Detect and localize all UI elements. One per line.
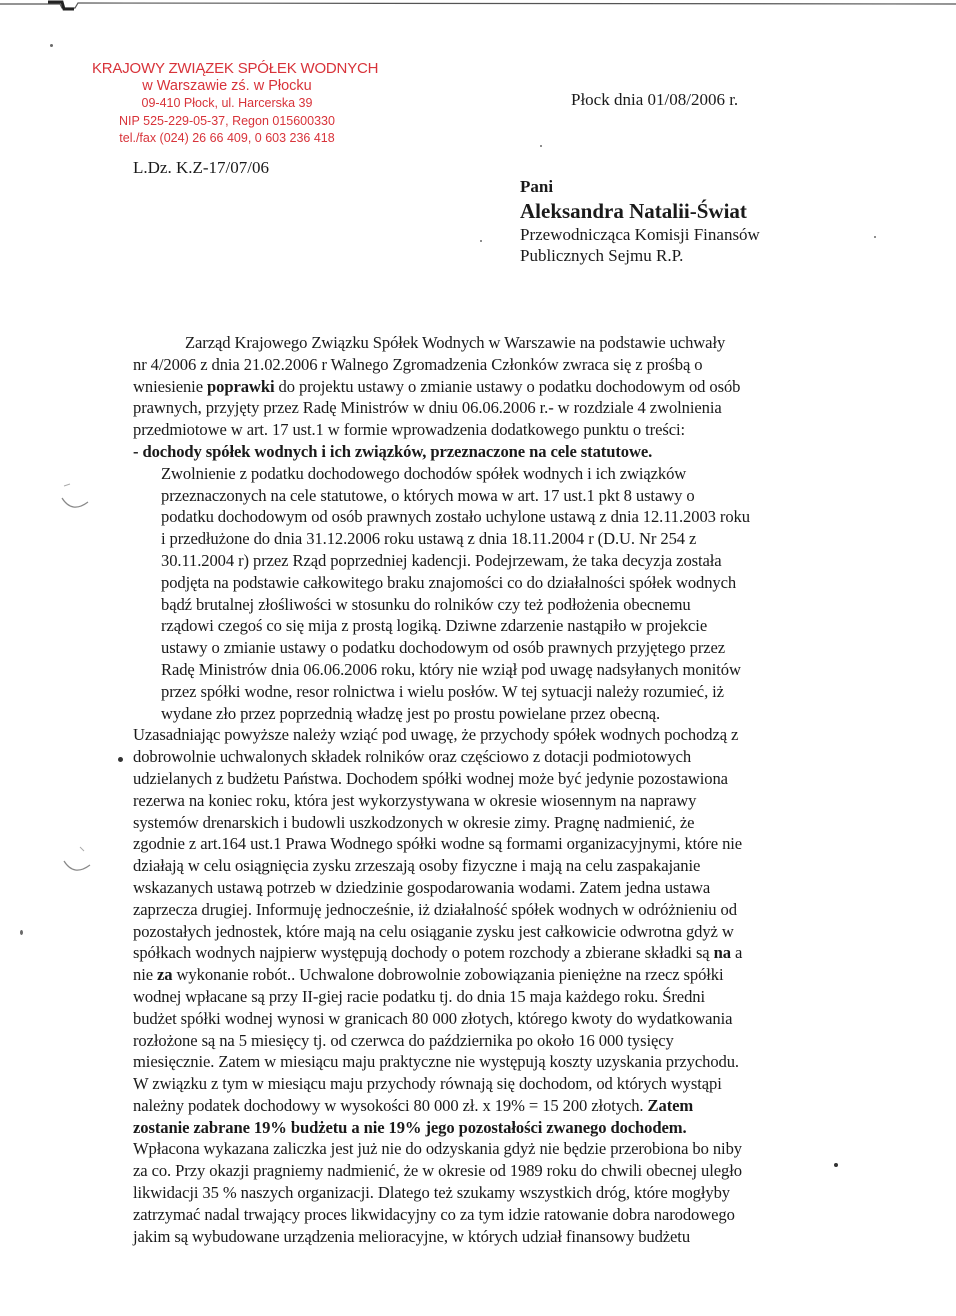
body-text: zgodnie z art.164 ust.1 Prawa Wodnego spółki wodne są formami organizacyjnymi, które nie: [133, 834, 743, 854]
recipient-salutation: Pani: [520, 177, 554, 196]
scan-speck: [874, 236, 876, 238]
body-line: [133, 746, 845, 768]
letterhead-stamp: [92, 60, 379, 148]
body-text: miesięcznie. Zatem w miesiącu maju praktyczne nie występują koszty uzyskania przychodu.: [133, 1052, 739, 1072]
body-line: [133, 528, 845, 550]
body-line: [133, 921, 845, 943]
body-line: [133, 855, 845, 877]
organization-tax-ids: NIP 525-229-05-37, Regon 015600330: [119, 113, 335, 128]
body-text-bold: Zatem: [647, 1095, 694, 1115]
body-text: za co. Przy okazji pragniemy nadmienić, że w okresie od 1989 roku do chwili obecnej uległo: [133, 1161, 742, 1181]
body-text: udzielanych z budżetu Państwa. Dochodem spółki wodnej może być jedynie pozostawiona: [133, 768, 728, 788]
body-line: [133, 506, 845, 528]
body-text: podjęta na podstawie całkowitego braku znajomości co do działalności spółek wodnych: [161, 572, 737, 592]
punch-hole-mark-upper: [58, 480, 98, 520]
body-text: rozłożone są na 5 miesięcy tj. od czerwca do października po około 16 000 tysięcy: [133, 1030, 674, 1050]
body-line: [133, 1204, 845, 1226]
body-text: Zarząd Krajowego Związku Spółek Wodnych w Warszawie na podstawie uchwały: [185, 333, 726, 352]
organization-address: 09-410 Płock, ul. Harcerska 39: [141, 96, 313, 110]
body-text: i przedłużone do dnia 31.12.2006 roku ustawą z dnia 18.11.2004 r (D.U. Nr 254 z: [161, 529, 697, 549]
scan-top-edge: [0, 0, 956, 16]
body-line: [133, 1051, 845, 1073]
body-line: [133, 572, 845, 594]
body-text: działają w celu osiągnięcia zysku zrzeszają osoby fizyczne i mają na celu zaspakajanie: [133, 856, 701, 876]
body-line: [133, 419, 845, 441]
body-line: [133, 942, 845, 964]
body-line: [133, 441, 845, 463]
body-line: [133, 1160, 845, 1182]
letter-body: [133, 332, 845, 1247]
body-line: [133, 637, 845, 659]
body-text: jakim są wybudowane urządzenia melioracyjne, w których udział finansowy budżetu: [133, 1226, 691, 1246]
body-line: [133, 397, 845, 419]
body-text: bądź brutalnej złośliwości w stosunku do rolników czy też podłożenia obecnemu: [161, 594, 691, 614]
body-line: [133, 899, 845, 921]
body-text: wniesienie: [133, 376, 208, 396]
body-text: Uzasadniając powyższe należy wziąć pod uwagę, że przychody spółek wodnych pochodzą z: [133, 725, 739, 745]
body-text: spółkach wodnych najpierw występują dochody o potem rozchody a zbierane składki są: [133, 943, 714, 963]
body-text: zatrzymać nadal trwający proces likwidacyjny co za tym idzie ratowanie dobra narodowego: [133, 1204, 735, 1224]
body-text: podatku dochodowym od osób prawnych zostało uchylone ustawą z dnia 12.11.2003 roku: [161, 507, 750, 527]
scan-speck: [480, 240, 482, 242]
body-line: [133, 681, 845, 703]
body-text: Wpłacona wykazana zaliczka jest już nie do odzyskania gdyż nie będzie przerobiona bo niby: [133, 1139, 742, 1159]
scan-speck: [20, 930, 23, 935]
body-line: [133, 376, 845, 398]
body-text: zaprzecza drugiej. Informuję jednocześnie, iż działalność spółek wodnych w odróżnieniu od: [133, 899, 737, 919]
body-line: [133, 463, 845, 485]
body-text: Radę Ministrów dnia 06.06.2006 roku, który nie wziął pod uwagę nadsyłanych monitów: [161, 659, 741, 679]
body-line: [133, 877, 845, 899]
body-text: prawnych, przyjęty przez Radę Ministrów w dniu 06.06.2006 r.- w rozdziale 4 zwolnienia: [133, 398, 722, 418]
body-line: [133, 550, 845, 572]
organization-city: w Warszawie zś. w Płocku: [142, 77, 312, 94]
body-text: Zwolnienie z podatku dochodowego dochodów spółek wodnych i ich związków: [161, 463, 687, 483]
body-line: [133, 768, 845, 790]
body-text: przedmiotowe w art. 17 ust.1 w formie wprowadzenia dodatkowego punktu o treści:: [133, 420, 685, 440]
body-line: [133, 724, 845, 746]
body-text: przez spółki wodne, resor rolnictwa i wielu posłów. W tej sytuacji należy rozumieć, iż: [161, 681, 724, 701]
body-text: do projektu ustawy o zmianie ustawy o podatku dochodowym od osób: [274, 376, 741, 396]
body-text: nr 4/2006 z dnia 21.02.2006 r Walnego Zgromadzenia Członków zwraca się z prośbą o: [133, 354, 703, 374]
body-line: [133, 1095, 845, 1117]
body-line: [133, 1226, 845, 1248]
body-text: nie: [133, 965, 158, 985]
body-line: [133, 594, 845, 616]
body-line: [133, 703, 845, 725]
body-text-bold: na: [713, 943, 731, 963]
body-text-bold: poprawki: [207, 376, 275, 396]
organization-name: KRAJOWY ZWIĄZEK SPÓŁEK WODNYCH: [92, 60, 379, 77]
recipient-title-line-2: Publicznych Sejmu R.P.: [520, 246, 684, 265]
body-line: [133, 1138, 845, 1160]
reference-number: L.Dz. K.Z-17/07/06: [133, 158, 269, 177]
body-line: [133, 659, 845, 681]
punch-hole-mark-lower: [60, 845, 100, 885]
scan-speck: [118, 757, 123, 762]
body-text: dobrowolnie uchwalonych składek rolników oraz częściowo z dotacji podmiotowych: [133, 747, 692, 767]
body-text: systemów drenarskich i budowli uszkodzonych w okresie zimy. Pragnę nadmienić, że: [133, 812, 695, 832]
body-text-bold: - dochody spółek wodnych i ich związków, przeznaczone na cele statutowe.: [133, 441, 653, 461]
body-text: a: [730, 943, 743, 963]
body-text: W związku z tym w miesiącu maju przychody równają się dochodom, od których wystąpi: [133, 1074, 722, 1094]
body-line: [133, 615, 845, 637]
body-line: [133, 812, 845, 834]
body-text-bold: zostanie zabrane 19% budżetu a nie 19% jego pozostałości zwanego dochodem.: [133, 1117, 687, 1137]
body-line: [133, 1008, 845, 1030]
recipient-name: Aleksandra Natalii-Świat: [520, 199, 747, 223]
scan-speck: [834, 1163, 838, 1167]
recipient-block: [520, 176, 860, 266]
body-text: rezerwa na koniec roku, która jest wykorzystywana w okresie wiosennym na naprawy: [133, 790, 697, 810]
body-text: wskazanych ustawą potrzeb w dziedzinie gospodarowania wodami. Zatem jedna ustawa: [133, 877, 711, 897]
body-text: przeznaczonych na cele statutowe, o których mowa w art. 17 ust.1 pkt 8 ustawy o: [161, 485, 695, 505]
body-text: należny podatek dochodowy w wysokości 80 000 zł. x 19% = 15 200 złotych.: [133, 1095, 648, 1115]
body-text: budżet spółki wodnej wynosi w granicach 80 000 złotych, którego kwoty do wydatkowania: [133, 1008, 733, 1028]
body-text-bold: za: [157, 965, 173, 985]
place-and-date: Płock dnia 01/08/2006 r.: [571, 90, 739, 109]
scan-speck: [540, 145, 542, 147]
body-text: 30.11.2004 r) przez Rząd poprzedniej kadencji. Podejrzewam, że taka decyzja została: [161, 550, 722, 570]
scan-speck: [50, 44, 53, 47]
body-line: [133, 1182, 845, 1204]
body-text: wodnej wpłacane są przy II-giej racie podatku tj. do dnia 15 maja każdego roku. Średni: [133, 986, 705, 1006]
body-line: [133, 790, 845, 812]
body-line: [133, 1117, 845, 1139]
body-line: [133, 1073, 845, 1095]
body-line: [133, 1030, 845, 1052]
organization-phone: tel./fax (024) 26 66 409, 0 603 236 418: [119, 131, 335, 145]
body-line: [133, 986, 845, 1008]
body-text: rządowi czegoś co się mija z prostą logiką. Dziwne zdarzenie nastąpiło w projekcie: [161, 616, 708, 636]
recipient-title-line-1: Przewodnicząca Komisji Finansów: [520, 225, 760, 244]
body-line: [133, 332, 845, 354]
body-text: wydane zło przez poprzednią władzę jest po prostu powielane przez obecną.: [161, 703, 661, 723]
body-line: [133, 833, 845, 855]
body-text: wykonanie robót.. Uchwalone dobrowolnie zobowiązania pieniężne na rzecz spółki: [172, 965, 724, 985]
body-line: [133, 354, 845, 376]
body-line: [133, 964, 845, 986]
body-text: likwidacji 35 % naszych organizacji. Dlatego też szukamy wszystkich dróg, które mogłyby: [133, 1183, 730, 1203]
body-text: ustawy o zmianie ustawy o podatku dochodowym od osób prawnych przyjętego przez: [161, 638, 726, 658]
body-text: pozostałych jednostek, które mają na celu osiąganie zysku jest całkowicie odwrotna gdyż w: [133, 921, 734, 941]
body-line: [133, 485, 845, 507]
